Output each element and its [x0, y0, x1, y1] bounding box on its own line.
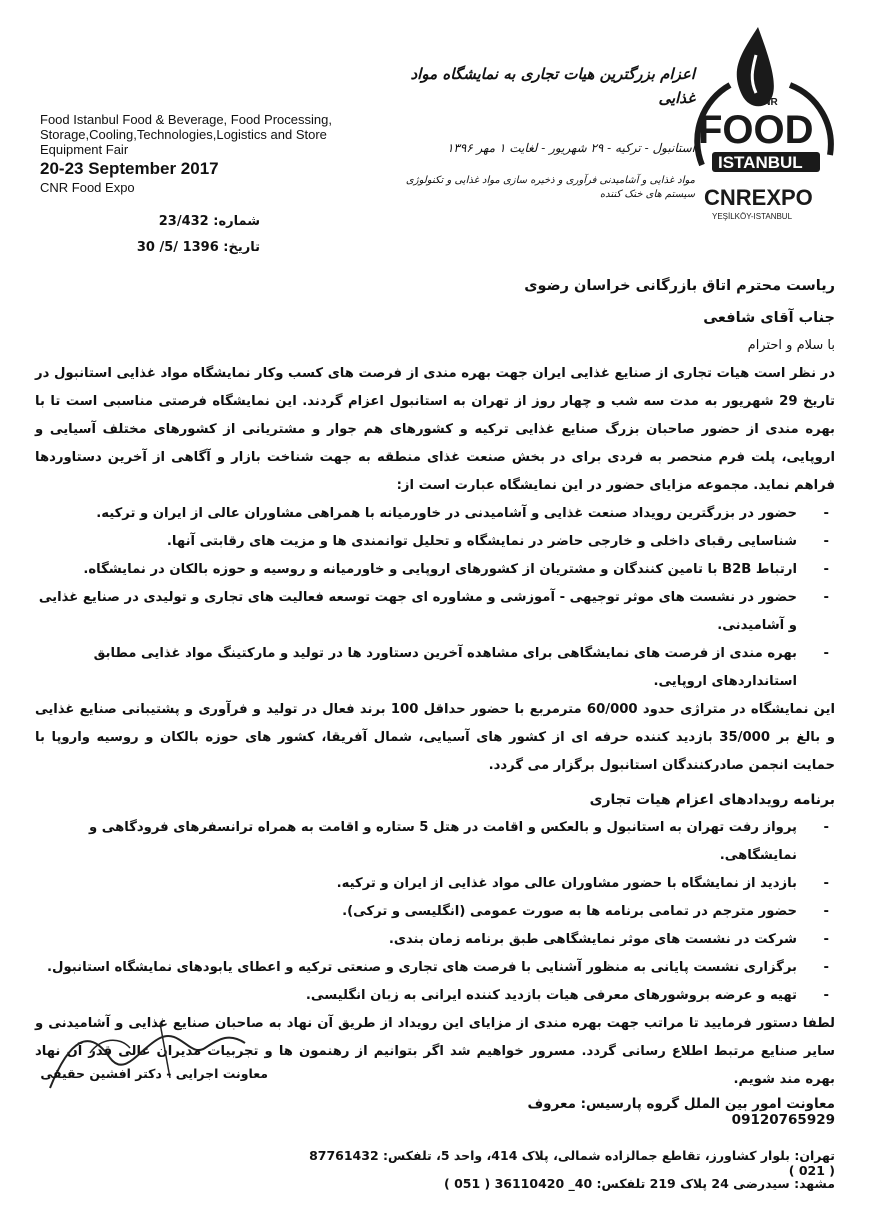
- fair-info: [40, 112, 380, 196]
- addressee: ریاست محترم اتاق بازرگانی خراسان رضوی: [524, 278, 835, 294]
- list-item: - حضور مترجم در تمامی برنامه ها به صورت عمومی (انگلیسی و ترکی).: [342, 904, 829, 919]
- letterhead-title: [405, 62, 695, 202]
- logo-cnr-top: CNR: [756, 97, 778, 108]
- list-item: - برگزاری نشست پایانی به منظور آشنایی با فرصت های تجاری و صنعتی ترکیه و اعطای یابودهای نمایشگاه استانبول.: [47, 960, 829, 975]
- date-label: تاریخ:: [223, 240, 260, 255]
- letter-date: [50, 240, 260, 255]
- logo-istanbul: ISTANBUL: [718, 153, 803, 172]
- logo-graphic: [690, 25, 840, 225]
- signature-scribble: [30, 1018, 270, 1098]
- salutation: با سلام و احترام: [747, 338, 835, 353]
- signer-name: معاونت اجرایی - دکتر افشین حقیقی: [40, 1066, 268, 1081]
- signature: [30, 1018, 270, 1098]
- number-value: 23/432: [158, 214, 209, 229]
- list-item: - شرکت در نشست های موثر نمایشگاهی طبق برنامه زمان بندی.: [388, 932, 829, 947]
- letterhead-line-2: استانبول - ترکیه - ۲۹ شهریور - لغایت ۱ مهر ۱۳۹۶: [446, 141, 695, 155]
- list-item: - حضور در نشست های موثر توجیهی - آموزشی و مشاوره ای جهت توسعه فعالیت های تجاری و تولیدی در صنایع غذایی و آشامیدنی.: [38, 590, 829, 633]
- address-mashhad: مشهد: سیدرضی 24 پلاک 219 تلفکس: 40_ 36110420 ( 051 ): [444, 1176, 835, 1191]
- contact-line: معاونت امور بین الملل گروه پارسیس: معروف 09120765929: [527, 1096, 835, 1128]
- fair-dates: 20-23 September 2017: [40, 159, 219, 178]
- closing-paragraph: لطفا دستور فرمایید تا مراتب جهت بهره مندی از مزایای این رویداد از طریق آن نهاد به صاحبان صنایع غذایی و آشامیدنی و سایر صنایع مرتبط اطلاع رسانی گردد. مسرور خواهیم شد اگر بتوانیم از رهنمون ها و تجربیات مدیران عالی قدر آن نهاد بهره مند شویم.: [35, 1016, 835, 1087]
- list-item: - بازدید از نمایشگاه با حضور مشاوران عالی مواد غذایی از ایران و ترکیه.: [336, 876, 829, 891]
- list-item: - پرواز رفت تهران به استانبول و بالعکس و اقامت در هتل 5 ستاره و اقامت به همراه ترانسفرهای فرودگاهی و نمایشگاهی.: [88, 820, 829, 863]
- list-item: - شناسایی رقبای داخلی و خارجی حاضر در نمایشگاه و تحلیل توانمندی ها و مزیت های رقابتی آنها.: [166, 534, 829, 549]
- number-label: شماره:: [213, 214, 260, 229]
- recipient: جناب آقای شافعی: [703, 310, 835, 326]
- list-item: - بهره مندی از فرصت های نمایشگاهی برای مشاهده آخرین دستاورد ها در تولید و مارکتینگ مواد غذایی مطابق استانداردهای اروپایی.: [93, 646, 829, 689]
- logo-food: FOOD: [698, 108, 814, 152]
- program-list: [35, 814, 835, 1010]
- intro-paragraph: در نظر است هیات تجاری از صنایع غذایی ایران جهت بهره مندی از فرصت های کسب وکار نمایشگاه مواد غذایی استانبول در تاریخ 29 شهریور به مدت سه شب و چهار روز از تهران به استانبول اعزام گردند. این نمایشگاه فرصتی مناسبی است تا با بهره مندی از حضور صاحبان بزرگ صنایع غذایی ترکیه و کشورهای هم جوار و مشتریانی از کشورهای مختلف آسیایی و اروپایی، پلت فرم منحصر به فردی برای در بخش صنعت غذای منطقه به جهت شناخت بازار و آگاهی از آخرین دستاوردها فراهم نماید. مجموعه مزایای حضور در این نمایشگاه عبارت است از:: [35, 366, 836, 493]
- letterhead-line-3: مواد غذایی و آشامیدنی فرآوری و ذخیره سازی مواد غذایی و تکنولوژی سیستم های خنک کننده: [405, 175, 695, 200]
- program-title: برنامه رویدادهای اعزام هیات تجاری: [589, 792, 835, 808]
- food-istanbul-logo: [690, 25, 840, 225]
- list-item: - حضور در بزرگترین رویداد صنعت غذایی و آشامیدنی در خاورمیانه با همراهی مشاوران عالی از ایران و ترکیه.: [96, 506, 829, 521]
- fair-name: Food Istanbul Food & Beverage, Food Processing, Storage,Cooling,Technologies,Logistics and Store Equipment Fair: [40, 112, 332, 157]
- exhibition-paragraph: این نمایشگاه در متراژی حدود 60/000 مترمربع با حضور حداقل 100 برند فعال در تولید و فرآوری و پشتیبانی صنایع غذایی و بالغ بر 35/000 بازدید کننده حرفه ای از کشور های آسیایی، شمال آفریقا، کشور های حوزه بالکان و روسیه واروپا با حمایت انجمن صادرکنندگان استانبول برگزار می گردد.: [35, 702, 835, 773]
- list-item: - تهیه و عرضه بروشورهای معرفی هیات بازدید کننده ایرانی به زبان انگلیسی.: [305, 988, 829, 1003]
- benefits-list: [35, 500, 835, 696]
- address-tehran: تهران: بلوار کشاورز، تقاطع جمالزاده شمالی، پلاک 414، واحد 5، تلفکس: 87761432 ( 021 ): [309, 1148, 835, 1178]
- date-value: 1396 /5/ 30: [136, 240, 219, 255]
- letter-number: [50, 214, 260, 229]
- logo-cnrexpo: CNREXPO: [704, 185, 813, 210]
- logo-location: YEŞİLKÖY-ISTANBUL: [712, 212, 793, 221]
- list-item: - ارتباط B2B با تامین کنندگان و مشتریان از کشورهای اروپایی و خاورمیانه و روسیه و حوزه بالکان در نمایشگاه.: [83, 562, 829, 577]
- letterhead-line-1: اعزام بزرگترین هیات تجاری به نمایشگاه مواد غذایی: [410, 65, 695, 107]
- organizer: CNR Food Expo: [40, 180, 135, 195]
- letter-body: [35, 272, 835, 1094]
